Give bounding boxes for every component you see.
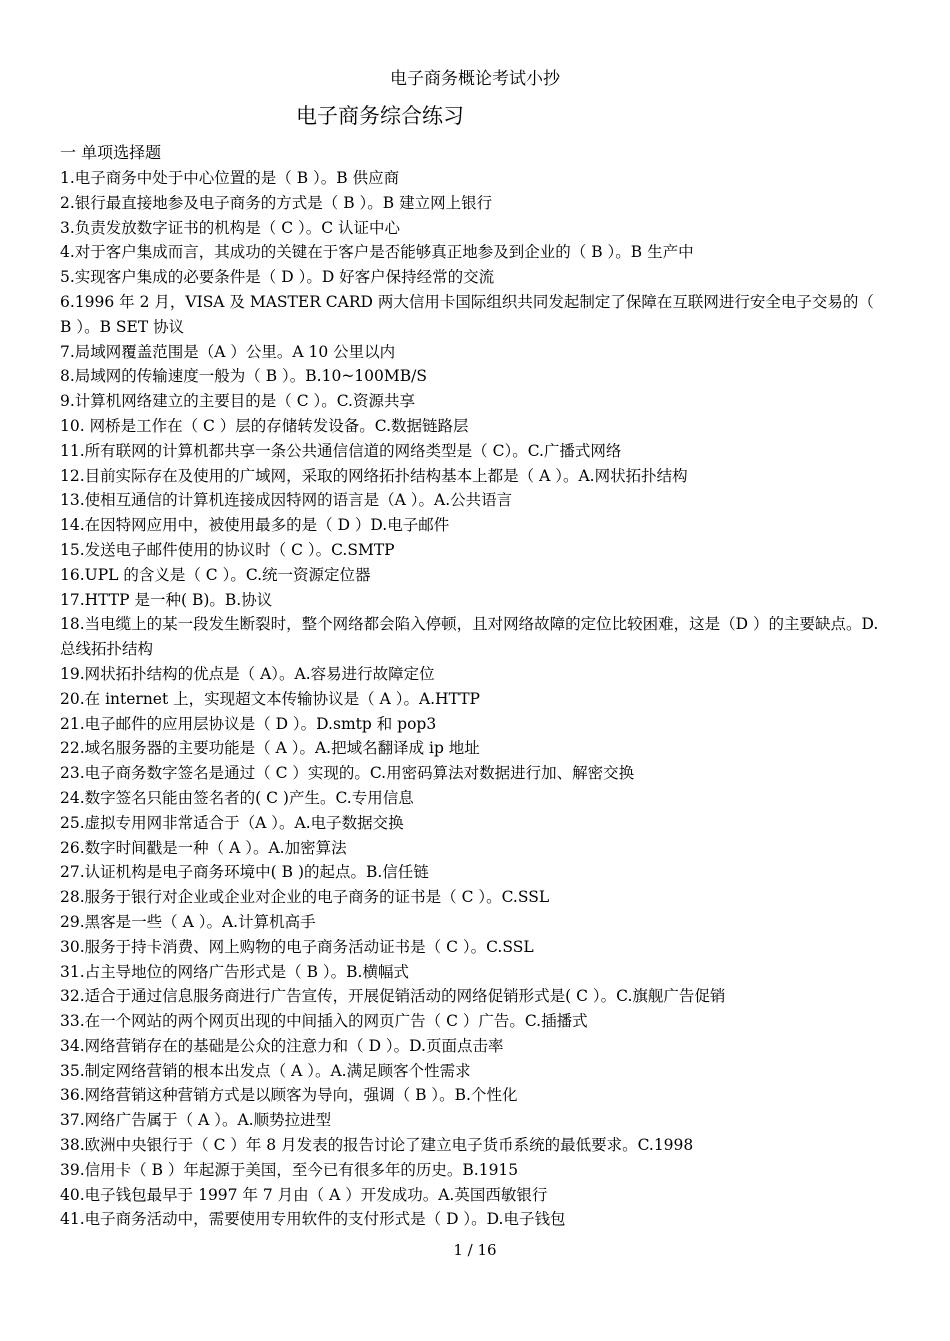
- question-item: 36.网络营销这种营销方式是以顾客为导向，强调（ B ）。B.个性化: [60, 1086, 518, 1105]
- question-item: 8.局域网的传输速度一般为（ B ）。B.10~100MB/S: [60, 367, 427, 386]
- question-item: 37.网络广告属于（ A ）。A.顺势拉进型: [60, 1111, 332, 1130]
- question-item: 2.银行最直接地参及电子商务的方式是（ B ）。B 建立网上银行: [60, 193, 493, 212]
- question-item: 39.信用卡（ B ）年起源于美国，至今已有很多年的历史。B.1915: [60, 1160, 519, 1179]
- question-item: 25.虚拟专用网非常适合于（A ）。A.电子数据交换: [60, 813, 404, 832]
- question-item: 10. 网桥是工作在（ C ）层的存储转发设备。C.数据链路层: [60, 416, 469, 435]
- section-heading: 一 单项选择题: [60, 143, 162, 162]
- question-item: 16.UPL 的含义是（ C ）。C.统一资源定位器: [60, 565, 371, 584]
- question-item: 23.电子商务数字签名是通过（ C ）实现的。C.用密码算法对数据进行加、解密交换: [60, 764, 635, 783]
- question-item: 4.对于客户集成而言，其成功的关键在于客户是否能够真正地参及到企业的（ B ）。B 生产中: [60, 243, 694, 262]
- question-item: 1.电子商务中处于中心位置的是（ B ）。B 供应商: [60, 169, 400, 187]
- question-item: 38.欧洲中央银行于（ C ）年 8 月发表的报告讨论了建立电子货币系统的最低要求。C.1998: [60, 1136, 694, 1155]
- question-item: 7.局域网覆盖范围是（A ）公里。A 10 公里以内: [60, 342, 396, 361]
- question-item: 40.电子钱包最早于 1997 年 7 月由（ A ）开发成功。A.英国西敏银行: [60, 1185, 548, 1204]
- question-item: 26.数字时间戳是一种（ A ）。A.加密算法: [60, 838, 347, 857]
- question-list: [60, 166, 886, 1232]
- question-item: 34.网络营销存在的基础是公众的注意力和（ D ）。D.页面点击率: [60, 1036, 504, 1055]
- question-item: 5.实现客户集成的必要条件是（ D ）。D 好客户保持经常的交流: [60, 268, 495, 287]
- question-item: 32.适合于通过信息服务商进行广告宣传，开展促销活动的网络促销形式是( C ）。C.旗舰广告促销: [60, 987, 726, 1006]
- question-item: 15.发送电子邮件使用的协议时（ C ）。C.SMTP: [60, 540, 395, 559]
- question-item: 19.网状拓扑结构的优点是（ A）。A.容易进行故障定位: [60, 664, 435, 683]
- question-item: 33.在一个网站的两个网页出现的中间插入的网页广告（ C ）广告。C.插播式: [60, 1012, 588, 1031]
- question-item: 30.服务于持卡消费、网上购物的电子商务活动证书是（ C ）。C.SSL: [60, 937, 534, 956]
- question-item: 14.在因特网应用中，被使用最多的是（ D ）D.电子邮件: [60, 516, 450, 535]
- main-title: 电子商务综合练习: [296, 104, 464, 128]
- question-item: 29.黑客是一些（ A ）。A.计算机高手: [60, 912, 316, 931]
- question-item: 28.服务于银行对企业或企业对企业的电子商务的证书是（ C ）。C.SSL: [60, 888, 550, 907]
- question-item: 3.负责发放数字证书的机构是（ C ）。C 认证中心: [60, 218, 401, 237]
- question-item: 31.占主导地位的网络广告形式是（ B ）。B.横幅式: [60, 962, 409, 981]
- question-item: 11.所有联网的计算机都共享一条公共通信信道的网络类型是（ C）。C.广播式网络: [60, 441, 622, 460]
- question-item: 17.HTTP 是一种( B)。B.协议: [60, 590, 273, 609]
- question-item: 13.使相互通信的计算机连接成因特网的语言是（A ）。A.公共语言: [60, 491, 513, 510]
- page-number: 1 / 16: [453, 1241, 497, 1259]
- question-item: 27.认证机构是电子商务环境中( B )的起点。B.信任链: [60, 863, 429, 882]
- question-item: 21.电子邮件的应用层协议是（ D ）。D.smtp 和 pop3: [60, 714, 437, 733]
- question-item: 24.数字签名只能由签名者的( C )产生。C.专用信息: [60, 788, 414, 807]
- question-item: 35.制定网络营销的根本出发点（ A ）。A.满足顾客个性需求: [60, 1061, 471, 1080]
- question-item: 6.1996 年 2 月，VISA 及 MASTER CARD 两大信用卡国际组织共同发起制定了保障在互联网进行安全电子交易的（ B ）。B SET 协议: [60, 292, 874, 336]
- question-item: 20.在 internet 上，实现超文本传输协议是（ A ）。A.HTTP: [60, 689, 480, 708]
- question-item: 41.电子商务活动中，需要使用专用软件的支付形式是（ D ）。D.电子钱包: [60, 1210, 566, 1229]
- question-item: 18.当电缆上的某一段发生断裂时，整个网络都会陷入停顿，且对网络故障的定位比较困难，这是（D ）的主要缺点。D.总线拓扑结构: [60, 615, 879, 659]
- question-item: 22.域名服务器的主要功能是（ A ）。A.把域名翻译成 ip 地址: [60, 739, 480, 758]
- header-title: 电子商务概论考试小抄: [390, 69, 560, 89]
- question-item: 12.目前实际存在及使用的广域网，采取的网络拓扑结构基本上都是（ A ）。A.网状拓扑结构: [60, 466, 688, 485]
- question-item: 9.计算机网络建立的主要目的是（ C ）。C.资源共享: [60, 392, 415, 411]
